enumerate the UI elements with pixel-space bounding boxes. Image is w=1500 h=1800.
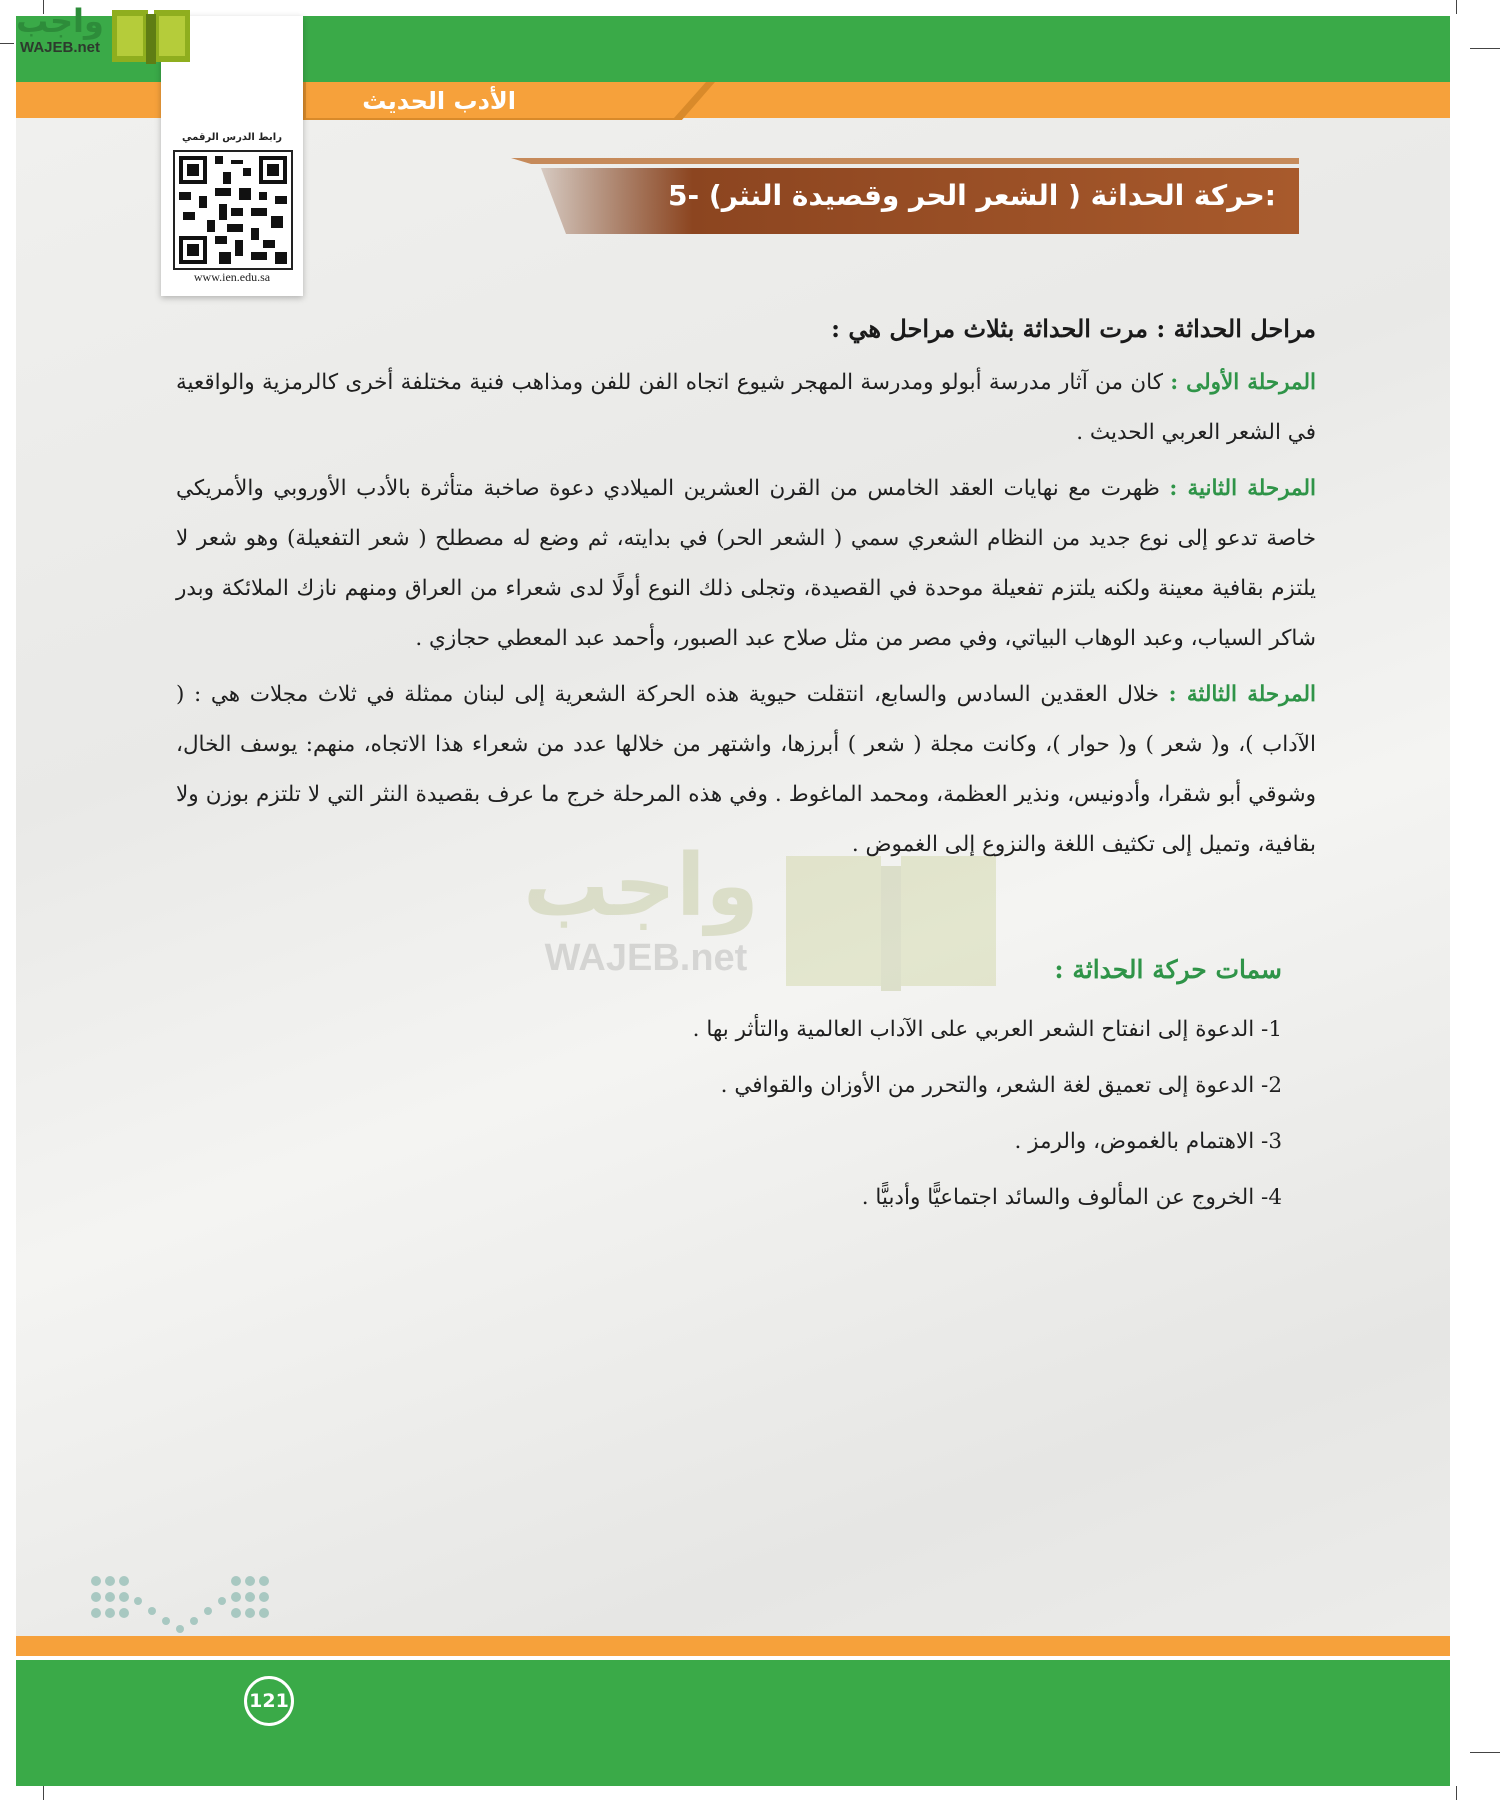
crop-mark [1456, 0, 1457, 14]
stage-text: ظهرت مع نهايات العقد الخامس من القرن العشرين الميلادي دعوة صاخبة متأثرة بالأدب الأوروبي والأمريكي خاصة تدعو إلى نوع جديد من النظام الشعري سمي ( الشعر الحر) في بدايته، ثم وضع له مصطلح ( شعر التفعيلة) وهو شعر لا يلتزم بقافية معينة ولكنه يلتزم تفعيلة موحدة في القصيدة، وتجلى ذلك النوع أولًا لدى شعراء من العراق ومنهم نازك الملائكة وبدر شاكر السياب، وعبد الوهاب البياتي، وفي مصر من مثل صلاح عبد الصبور، وأحمد عبد المعطي حجازي . [176, 476, 1316, 651]
crop-mark [1470, 1752, 1500, 1753]
stages-content [176, 304, 1316, 876]
logo-arabic: واجب [16, 2, 104, 40]
list-item: 1- الدعوة إلى انفتاح الشعر العربي على الآداب العالمية والتأثر بها . [692, 1017, 1282, 1042]
footer-orange-band [16, 1636, 1450, 1656]
watermark-latin: WAJEB.net [544, 937, 748, 979]
qr-url[interactable]: www.ien.edu.sa [193, 270, 271, 284]
stages-intro: مراحل الحداثة : مرت الحداثة بثلاث مراحل هي : [831, 314, 1316, 343]
stage-paragraph [176, 464, 1316, 664]
features-list [576, 1002, 1282, 1226]
crop-mark [43, 1786, 44, 1800]
footer-green-band [16, 1656, 1450, 1786]
list-item: 4- الخروج عن المألوف والسائد اجتماعيًّا وأدبيًّا . [861, 1185, 1282, 1210]
stage-paragraph [176, 358, 1316, 458]
features-title: سمات حركة الحداثة : [1054, 955, 1282, 984]
list-item: 2- الدعوة إلى تعميق لغة الشعر، والتحرر من الأوزان والقوافي . [720, 1073, 1282, 1098]
logo-book-icon [108, 4, 194, 66]
stage-label: المرحلة الثانية : [1169, 476, 1316, 501]
qr-caption: رابط الدرس الرقمي [182, 132, 282, 143]
stage-label: المرحلة الأولى : [1170, 370, 1316, 395]
list-item: 3- الاهتمام بالغموض، والرمز . [1014, 1129, 1282, 1154]
stage-text: خلال العقدين السادس والسابع، انتقلت حيوية هذه الحركة الشعرية إلى لبنان ممثلة في ثلاث مجلات هي : ( الآداب )، و( شعر ) و( حوار )، وكانت مجلة ( شعر ) أبرزها، واشتهر من خلالها عدد من شعراء هذا الاتجاه، منهم: يوسف الخال، وشوقي أبو شقرا، وأدونيس، ونذير العظمة، ومحمد الماغوط . وفي هذه المرحلة خرج ما عرف بقصيدة النثر التي لا تلتزم بوزن ولا بقافية، وتميل إلى تكثيف اللغة والنزوع إلى الغموض . [176, 682, 1316, 857]
crop-mark [1470, 48, 1500, 49]
crop-mark [1456, 1786, 1457, 1800]
footer-divider [16, 1656, 1450, 1660]
watermark-arabic: واجب [523, 836, 759, 936]
section-title: 5- حركة الحداثة ( الشعر الحر وقصيدة النثر): [668, 179, 1276, 212]
qr-code[interactable] [173, 150, 293, 270]
unit-title: الأدب الحديث [362, 87, 516, 115]
wajeb-logo[interactable] [8, 2, 198, 68]
stage-text: كان من آثار مدرسة أبولو ومدرسة المهجر شيوع اتجاه الفن للفن ومذاهب فنية مختلفة أخرى كالرمزية والواقعية في الشعر العربي الحديث . [176, 370, 1316, 445]
page-number: 121 [244, 1676, 294, 1726]
logo-latin: WAJEB.net [19, 39, 100, 56]
stage-label: المرحلة الثالثة : [1168, 682, 1316, 707]
